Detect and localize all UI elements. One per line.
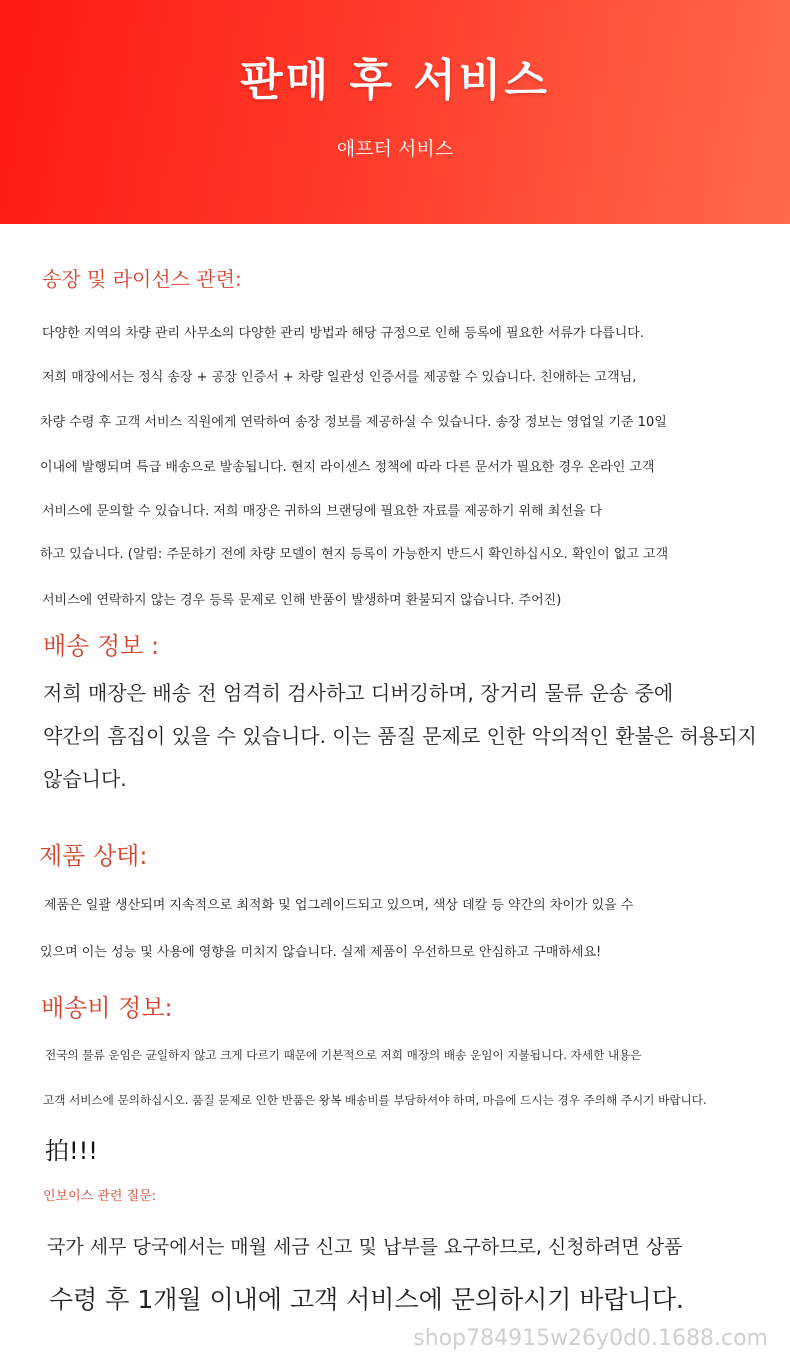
shipping-cost-line: 전국의 물류 운임은 균일하지 않고 크게 다르기 때문에 기본적으로 저희 매장의 배송 운임이 지불됩니다. 자세한 내용은 <box>45 1048 642 1062</box>
shop-watermark: shop784915w26y0d0.1688.com <box>413 1326 768 1351</box>
invoice-license-line: 서비스에 문의할 수 있습니다. 저희 매장은 귀하의 브랜딩에 필요한 자료를 제공하기 위해 최선을 다 <box>42 504 603 519</box>
shipping-info-line: 않습니다. <box>43 767 127 791</box>
section-heading-product-status: 제품 상태: <box>39 842 148 870</box>
shipping-info-line: 저희 매장은 배송 전 엄격히 검사하고 디버깅하며, 장거리 물류 운송 중에 <box>43 681 674 705</box>
invoice-license-line: 이내에 발행되며 특급 배송으로 발송됩니다. 현지 라이센스 정책에 따라 다른 문서가 필요한 경우 온라인 고객 <box>40 460 655 475</box>
banner-subtitle: 애프터 서비스 <box>336 138 454 160</box>
section-heading-shipping-info: 배송 정보 : <box>43 632 160 660</box>
product-status-line: 있으며 이는 성능 및 사용에 영향을 미치지 않습니다. 실제 제품이 우선하므로 안심하고 구매하세요! <box>40 945 602 960</box>
section-heading-invoice-question: 인보이스 관련 질문: <box>43 1189 157 1204</box>
header-banner <box>0 0 790 224</box>
invoice-license-line: 다양한 지역의 차량 관리 사무소의 다양한 관리 방법과 해당 규정으로 인해 등록에 필요한 서류가 다릅니다. <box>42 326 644 341</box>
shipping-cost-line: 고객 서비스에 문의하십시오. 품질 문제로 인한 반품은 왕복 배송비를 부담하셔야 하며, 마음에 드시는 경우 주의해 주시기 바랍니다. <box>43 1093 707 1107</box>
invoice-license-line: 차량 수령 후 고객 서비스 직원에게 연락하여 송장 정보를 제공하실 수 있습니다. 송장 정보는 영업일 기준 10일 <box>40 415 667 430</box>
invoice-question-line: 수령 후 1개월 이내에 고객 서비스에 문의하시기 바랍니다. <box>49 1285 684 1314</box>
shipping-info-line: 약간의 흠집이 있을 수 있습니다. 이는 품질 문제로 인한 악의적인 환불은 허용되지 <box>43 724 757 748</box>
invoice-license-line: 하고 있습니다. (알림: 주문하기 전에 차량 모델이 현지 등록이 가능한지 반드시 확인하십시오. 확인이 없고 고객 <box>40 547 669 562</box>
invoice-license-line: 서비스에 연락하지 않는 경우 등록 문제로 인해 반품이 발생하며 환불되지 않습니다. 주어진) <box>42 593 562 608</box>
product-status-line: 제품은 일괄 생산되며 지속적으로 최적화 및 업그레이드되고 있으며, 색상 데칼 등 약간의 차이가 있을 수 <box>44 898 634 913</box>
exclaim-text: 拍!!! <box>45 1137 98 1165</box>
section-heading-shipping-cost: 배송비 정보: <box>41 994 173 1022</box>
invoice-question-line: 국가 세무 당국에서는 매월 세금 신고 및 납부를 요구하므로, 신청하려면 상품 <box>47 1236 683 1258</box>
banner-title: 판매 후 서비스 <box>240 55 550 106</box>
invoice-license-line: 저희 매장에서는 정식 송장 + 공장 인증서 + 차량 일관성 인증서를 제공할 수 있습니다. 친애하는 고객님, <box>42 370 637 385</box>
section-heading-invoice-license: 송장 및 라이선스 관련: <box>42 267 242 291</box>
